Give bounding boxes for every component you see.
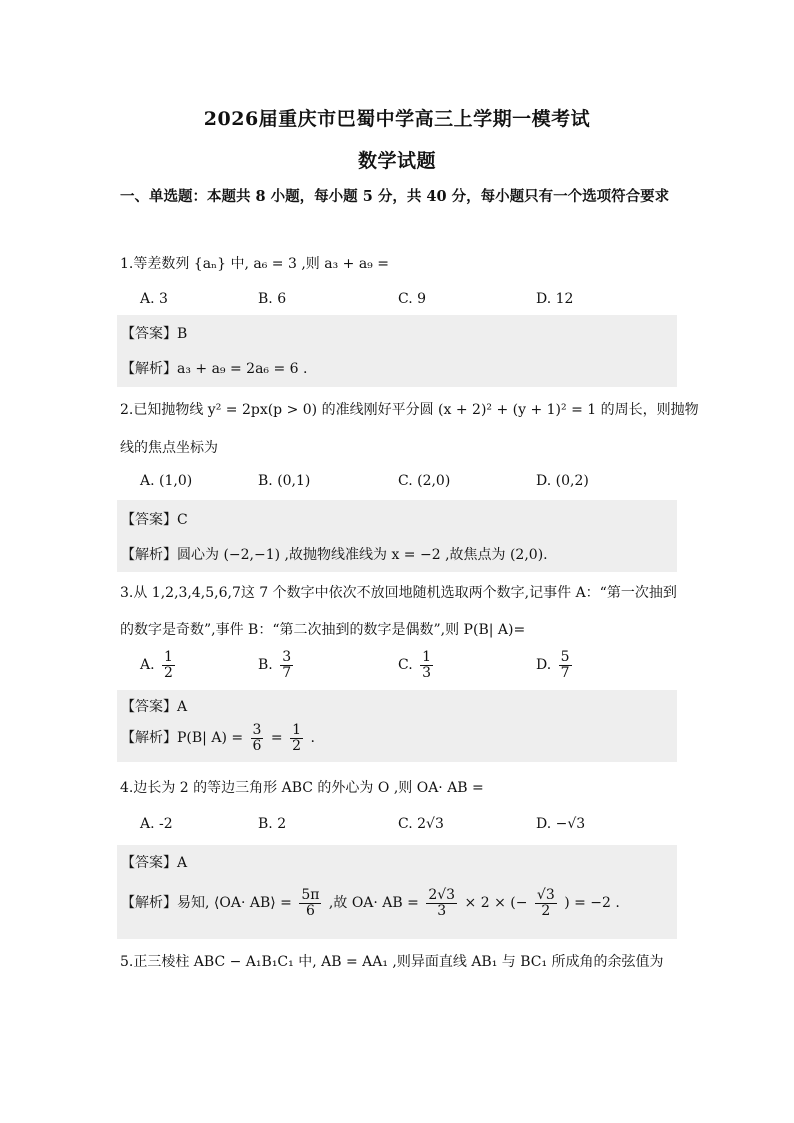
q3-d-den: 7 xyxy=(560,664,570,681)
q4-explain-end: ) = −2 . xyxy=(564,895,620,912)
q3-explain-fraction-2 xyxy=(290,723,303,753)
q2-option-a: A. (1,0) xyxy=(140,473,193,489)
q3-a-num: 1 xyxy=(164,649,173,665)
q2-option-d: D. (0,2) xyxy=(536,473,589,489)
q1-answer-box xyxy=(117,315,677,387)
q4-option-d: D. −√3 xyxy=(536,816,586,832)
q1-answer: 【答案】B xyxy=(121,326,188,342)
question-3-stem-line1: 3.从 1,2,3,4,5,6,7这 7 个数字中依次不放回地随机选取两个数字,记事件 A：“第一次抽到 xyxy=(120,585,677,601)
q3-answer-box xyxy=(117,690,677,762)
q3-b-num: 3 xyxy=(282,649,292,665)
q2-answer: 【答案】C xyxy=(121,512,188,528)
q3-option-c-fraction xyxy=(420,650,433,680)
q3-d-num: 5 xyxy=(560,649,570,665)
q3-b-den: 7 xyxy=(282,664,292,681)
q4-ef1-num: 5π xyxy=(301,887,320,903)
q3-ef2-num: 1 xyxy=(292,722,302,738)
q3-option-d-letter: D. xyxy=(536,657,552,674)
q3-option-a-letter: A. xyxy=(140,657,155,674)
q4-ef2-num: 2√3 xyxy=(428,887,456,903)
section-heading: 一、单选题：本题共 8 小题，每小题 5 分，共 40 分，每小题只有一个选项符合要求 xyxy=(120,188,670,205)
q3-a-den: 2 xyxy=(164,664,173,681)
q2-explanation: 【解析】圆心为 (−2,−1) ,故抛物线准线为 x = −2 ,故焦点为 (2,0). xyxy=(121,547,548,563)
q3-explanation xyxy=(121,723,315,753)
q3-explain-end: . xyxy=(310,730,315,747)
q3-option-c xyxy=(398,650,436,680)
q4-option-b: B. 2 xyxy=(258,816,287,832)
q2-option-b: B. (0,1) xyxy=(258,473,311,489)
q1-option-c: C. 9 xyxy=(398,291,427,307)
q4-explain-fraction-2 xyxy=(426,888,457,918)
q3-ef1-den: 6 xyxy=(252,737,262,754)
q3-explain-prefix: 【解析】P(B| A) = xyxy=(121,730,244,747)
q4-explain-mid: ,故 OA· AB = xyxy=(328,895,419,912)
q4-explanation xyxy=(121,888,620,918)
q1-explanation: 【解析】a₃ + a₉ = 2a₆ = 6 . xyxy=(121,361,308,377)
exam-title: 2026届重庆市巴蜀中学高三上学期一模考试 xyxy=(203,108,591,130)
q4-ef3-num: √3 xyxy=(536,887,555,903)
q4-explain-prefix: 【解析】易知, ⟨OA· AB⟩ = xyxy=(121,895,292,912)
q1-option-a: A. 3 xyxy=(140,291,168,307)
q3-option-a xyxy=(140,650,178,680)
q3-ef2-den: 2 xyxy=(292,737,302,754)
q3-explain-fraction-1 xyxy=(251,723,264,753)
q3-c-num: 1 xyxy=(422,649,432,665)
q3-option-d xyxy=(536,650,575,680)
q4-explain-fraction-3 xyxy=(535,888,557,918)
q3-option-c-letter: C. xyxy=(398,657,413,674)
q3-option-a-fraction xyxy=(162,650,175,680)
question-4-stem: 4.边长为 2 的等边三角形 ABC 的外心为 O ,则 OA· AB = xyxy=(120,780,484,796)
q2-answer-box xyxy=(117,500,677,572)
exam-subtitle: 数学试题 xyxy=(357,150,436,172)
q1-option-d: D. 12 xyxy=(536,291,574,307)
q4-explain-times: × 2 × (− xyxy=(464,895,528,912)
q3-explain-eq: = xyxy=(270,730,283,747)
q3-option-b-letter: B. xyxy=(258,657,273,674)
q4-ef3-den: 2 xyxy=(541,902,551,919)
q3-answer: 【答案】A xyxy=(121,699,188,715)
q3-option-d-fraction xyxy=(559,650,572,680)
q4-answer-box xyxy=(117,845,677,939)
question-5-stem: 5.正三棱柱 ABC − A₁B₁C₁ 中, AB = AA₁ ,则异面直线 AB₁ 与 BC₁ 所成角的余弦值为 xyxy=(120,954,664,970)
q1-option-b: B. 6 xyxy=(258,291,287,307)
q4-explain-fraction-1 xyxy=(299,888,321,918)
q4-option-a: A. -2 xyxy=(140,816,173,832)
q3-option-b-fraction xyxy=(280,650,293,680)
q2-option-c: C. (2,0) xyxy=(398,473,451,489)
q4-option-c: C. 2√3 xyxy=(398,816,444,832)
q3-ef1-num: 3 xyxy=(252,722,262,738)
question-1-stem: 1.等差数列 {aₙ} 中, a₆ = 3 ,则 a₃ + a₉ = xyxy=(120,256,389,272)
q4-ef1-den: 6 xyxy=(305,902,315,919)
question-2-stem-line2: 线的焦点坐标为 xyxy=(120,440,218,456)
q3-c-den: 3 xyxy=(422,664,432,681)
q4-ef2-den: 3 xyxy=(437,902,447,919)
question-2-stem-line1: 2.已知抛物线 y² = 2px(p > 0) 的准线刚好平分圆 (x + 2)² + (y + 1)² = 1 的周长，则抛物 xyxy=(120,402,699,418)
q3-option-b xyxy=(258,650,296,680)
question-3-stem-line2: 的数字是奇数”,事件 B：“第二次抽到的数字是偶数”,则 P(B| A)= xyxy=(120,622,526,638)
q4-answer: 【答案】A xyxy=(121,855,188,871)
